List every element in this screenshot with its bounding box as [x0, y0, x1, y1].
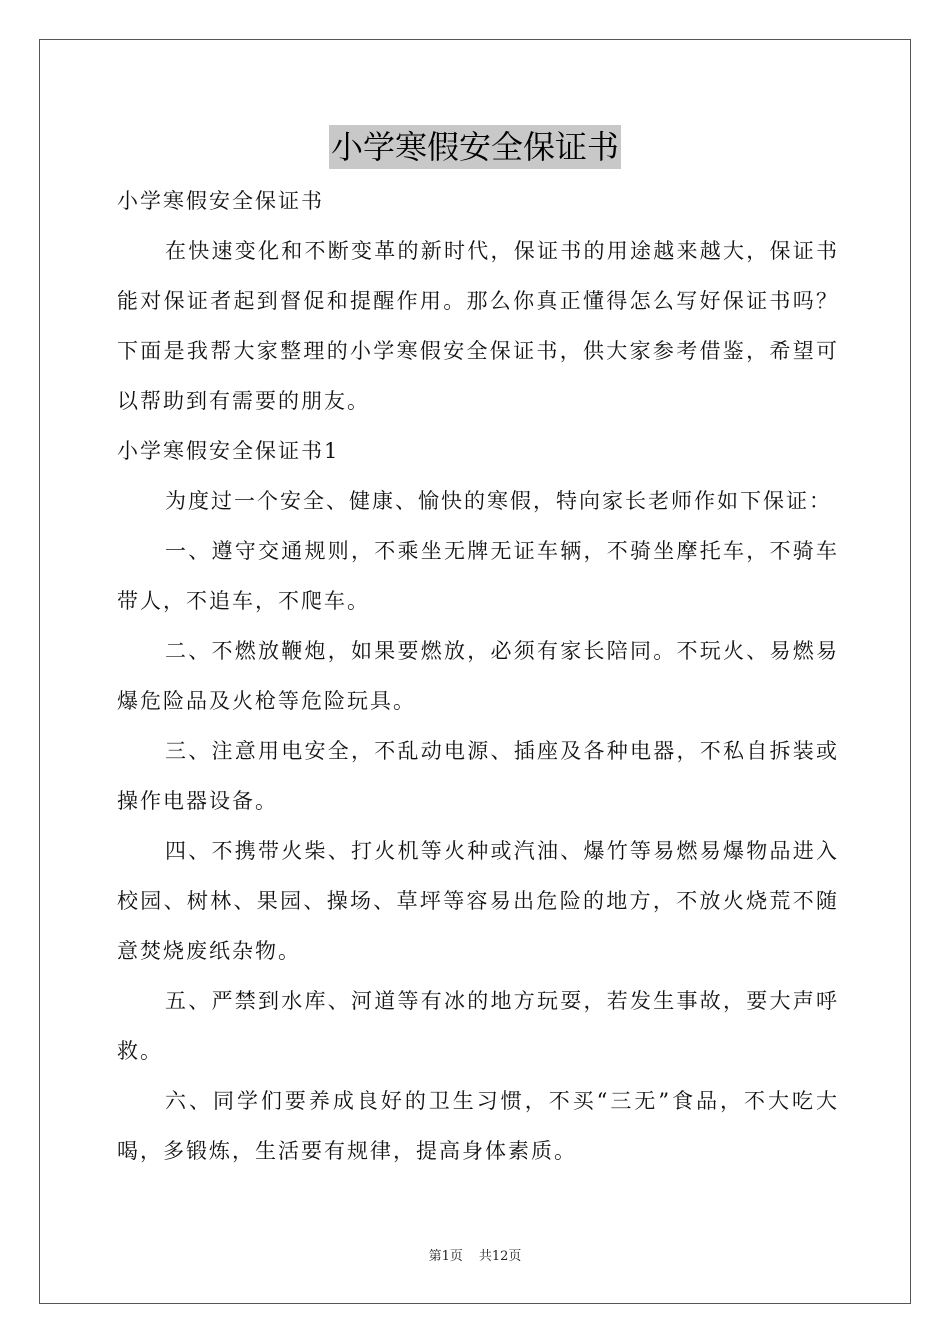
document-body [117, 176, 839, 1176]
section-heading: 小学寒假安全保证书1 [117, 439, 340, 463]
title-area [0, 125, 950, 169]
document-title: 小学寒假安全保证书 [329, 125, 621, 169]
body-paragraph: 为度过一个安全、健康、愉快的寒假，特向家长老师作如下保证： [165, 489, 832, 513]
page-total: 共12页 [478, 1249, 522, 1264]
document-subtitle: 小学寒假安全保证书 [117, 189, 324, 213]
intro-paragraph: 在快速变化和不断变革的新时代，保证书的用途越来越大，保证书能对保证者起到督促和提醒作用。那么你真正懂得怎么写好保证书吗？下面是我帮大家整理的小学寒假安全保证书，供大家参考借鉴，希望可以帮助到有需要的朋友。 [117, 239, 839, 413]
body-paragraph: 二、不燃放鞭炮，如果要燃放，必须有家长陪同。不玩火、易燃易爆危险品及火枪等危险玩具。 [117, 639, 839, 713]
page-number: 第1页 [428, 1249, 463, 1264]
body-paragraph: 一、遵守交通规则，不乘坐无牌无证车辆，不骑坐摩托车，不骑车带人，不追车，不爬车。 [117, 539, 839, 613]
body-paragraph: 五、严禁到水库、河道等有冰的地方玩耍，若发生事故，要大声呼救。 [117, 989, 839, 1063]
page-footer [0, 1248, 950, 1266]
body-paragraph: 六、同学们要养成良好的卫生习惯，不买“三无”食品，不大吃大喝，多锻炼，生活要有规律，提高身体素质。 [117, 1089, 839, 1163]
body-paragraph: 四、不携带火柴、打火机等火种或汽油、爆竹等易燃易爆物品进入校园、树林、果园、操场、草坪等容易出危险的地方，不放火烧荒不随意焚烧废纸杂物。 [117, 839, 839, 963]
body-paragraph: 三、注意用电安全，不乱动电源、插座及各种电器，不私自拆装或操作电器设备。 [117, 739, 839, 813]
